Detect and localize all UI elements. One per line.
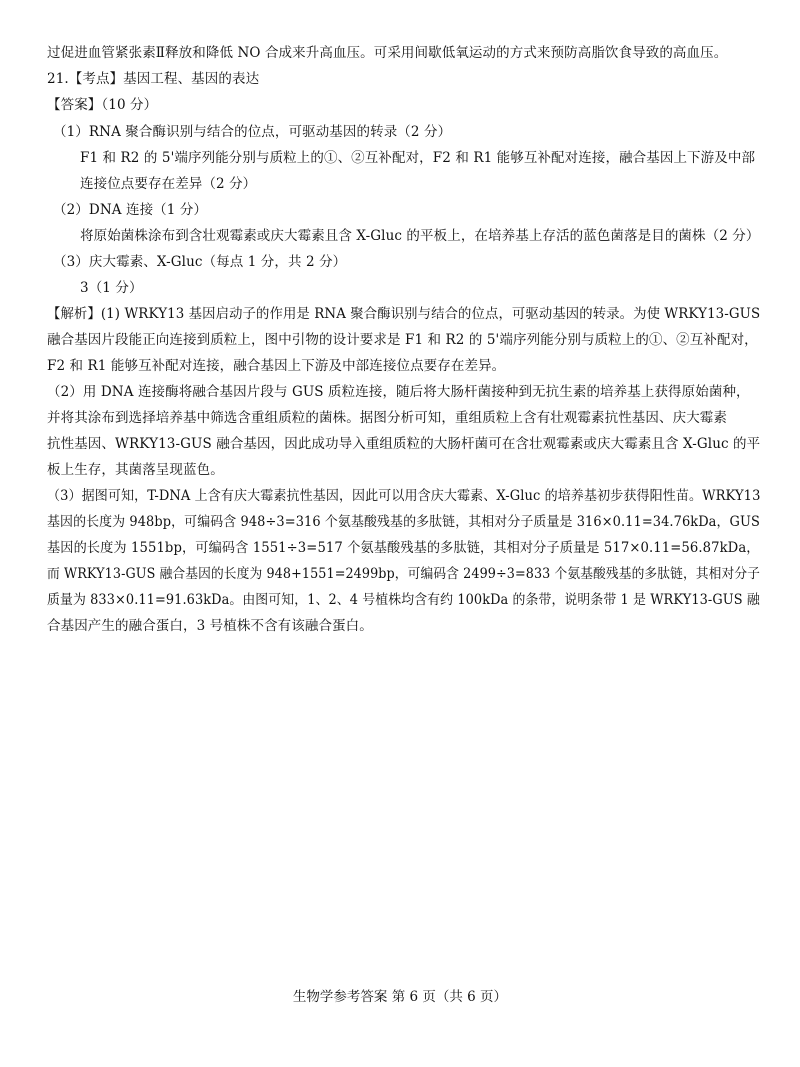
text-line: 将原始菌株涂布到含壮观霉素或庆大霉素且含 X-Gluc 的平板上，在培养基上存活的蓝色菌落是目的菌株（2 分）	[80, 228, 760, 244]
analysis-part-2: （2）用 DNA 连接酶将融合基因片段与 GUS 质粒连接，随后将大肠杆菌接种到无抗生素的培养基上获得原始菌种，	[47, 384, 750, 400]
text-line: F2 和 R1 能够互补配对连接，融合基因上下游及中部连接位点要存在差异。	[47, 358, 506, 374]
text-line: 抗性基因、WRKY13-GUS 融合基因，因此成功导入重组质粒的大肠杆菌可在含壮观霉素或庆大霉素且含 X-Gluc 的平	[47, 436, 761, 452]
text-line: 板上生存，其菌落呈现蓝色。	[47, 462, 224, 478]
text-line: 质量为 833×0.11=91.63kDa。由图可知，1、2、4 号植株均含有约 100kDa 的条带，说明条带 1 是 WRKY13-GUS 融	[47, 592, 760, 608]
text-line: 连接位点要存在差异（2 分）	[80, 176, 257, 192]
text-line: 基因的长度为 948bp，可编码含 948÷3=316 个氨基酸残基的多肽链，其相对分子质量是 316×0.11=34.76kDa，GUS	[47, 514, 760, 530]
analysis-heading: 【解析】(1) WRKY13 基因启动子的作用是 RNA 聚合酶识别与结合的位点，可驱动基因的转录。为使 WRKY13-GUS	[47, 306, 761, 322]
text-line: 合基因产生的融合蛋白，3 号植株不含有该融合蛋白。	[47, 618, 373, 634]
text-line: 而 WRKY13-GUS 融合基因的长度为 948+1551=2499bp，可编码含 2499÷3=833 个氨基酸残基的多肽链，其相对分子	[47, 566, 761, 582]
answer-part-2: （2）DNA 连接（1 分）	[53, 202, 208, 218]
answer-part-1: （1）RNA 聚合酶识别与结合的位点，可驱动基因的转录（2 分）	[53, 124, 452, 140]
text-line: 3（1 分）	[80, 280, 143, 296]
answer-heading: 【答案】（10 分）	[47, 97, 158, 113]
page-footer: 生物学参考答案 第 6 页（共 6 页）	[292, 989, 508, 1005]
text-line: F1 和 R2 的 5'端序列能分别与质粒上的①、②互补配对，F2 和 R1 能够互补配对连接，融合基因上下游及中部	[80, 150, 756, 166]
text-line: 过促进血管紧张素Ⅱ释放和降低 NO 合成来升高血压。可采用间歇低氧运动的方式来预防高脂饮食导致的高血压。	[47, 45, 728, 61]
text-line: 并将其涂布到选择培养基中筛选含重组质粒的菌株。据图分析可知，重组质粒上含有壮观霉素抗性基因、庆大霉素	[47, 410, 727, 426]
question-heading: 21.【考点】基因工程、基因的表达	[47, 71, 260, 87]
text-line: 基因的长度为 1551bp，可编码含 1551÷3=517 个氨基酸残基的多肽链，其相对分子质量是 517×0.11=56.87kDa，	[47, 540, 760, 556]
answer-part-3: （3）庆大霉素、X-Gluc（每点 1 分，共 2 分）	[53, 254, 347, 270]
analysis-part-3: （3）据图可知，T-DNA 上含有庆大霉素抗性基因，因此可以用含庆大霉素、X-Gluc 的培养基初步获得阳性苗。WRKY13	[47, 488, 761, 504]
text-line: 融合基因片段能正向连接到质粒上，图中引物的设计要求是 F1 和 R2 的 5'端序列能分别与质粒上的①、②互补配对，	[47, 332, 758, 348]
